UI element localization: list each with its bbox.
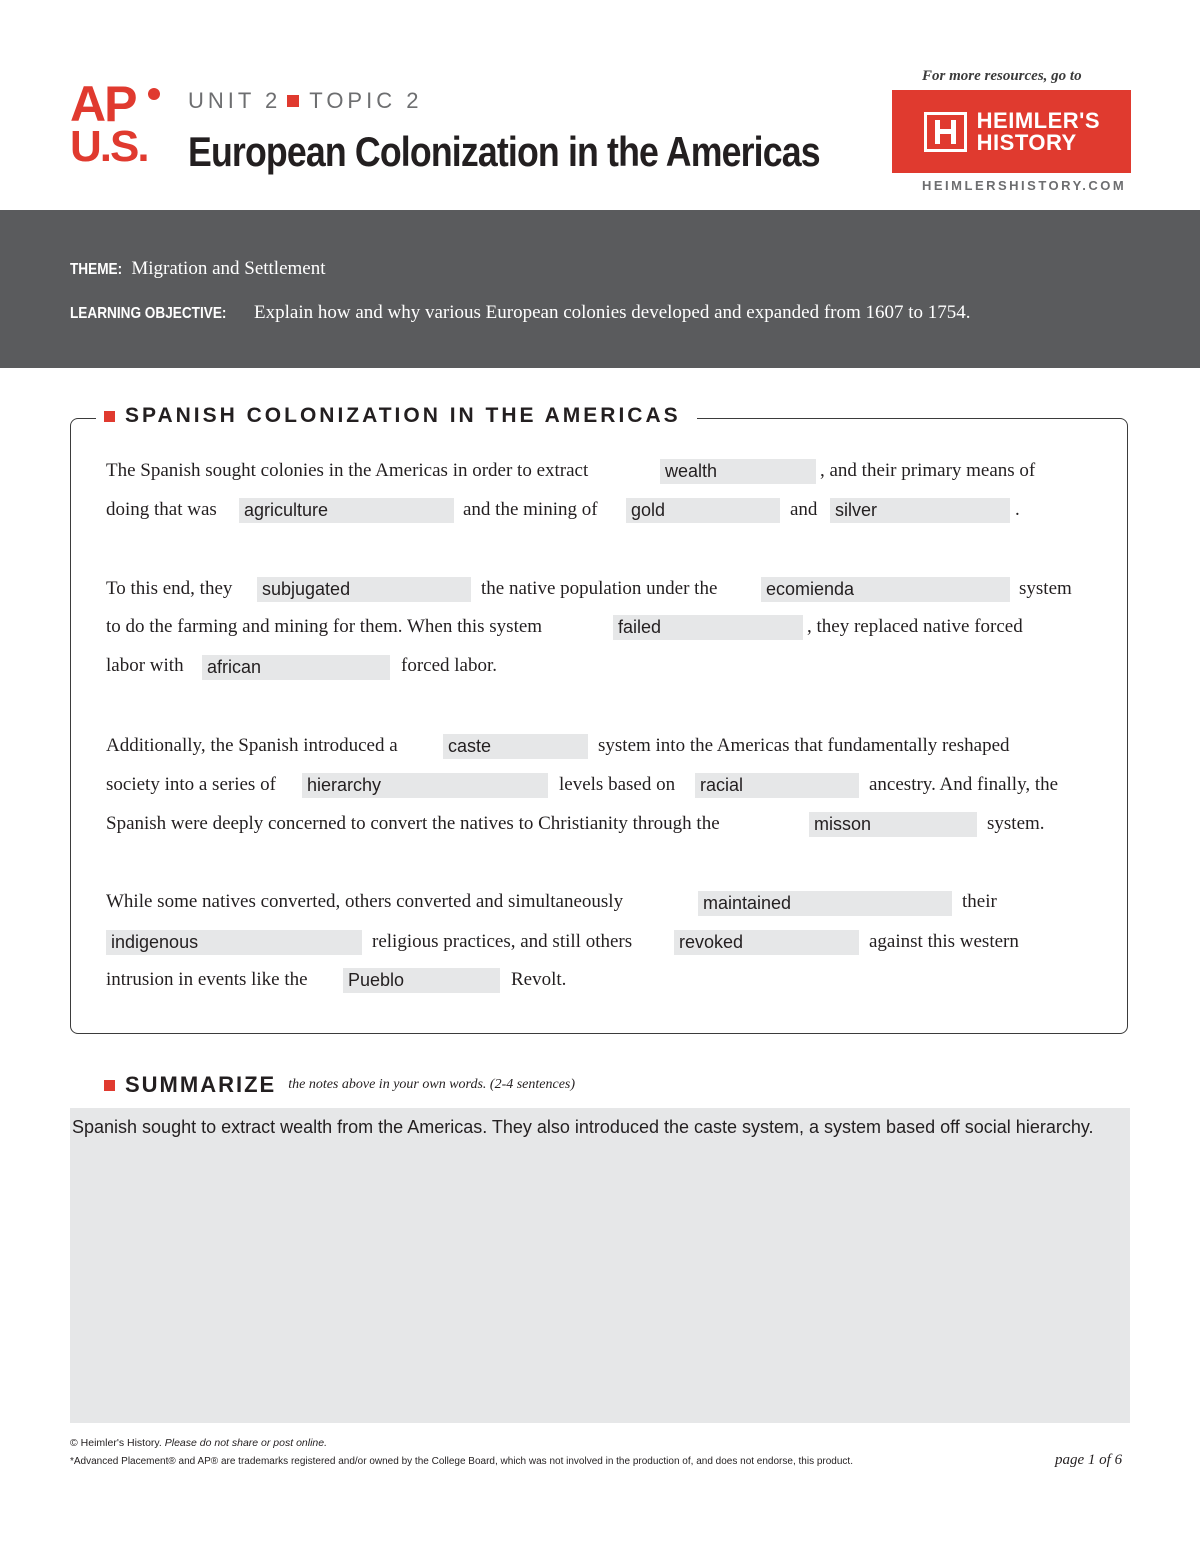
- blank-ecomienda[interactable]: ecomienda: [761, 577, 1010, 602]
- text-line: their: [962, 891, 997, 912]
- text-line: levels based on: [559, 774, 676, 795]
- text-line: to do the farming and mining for them. When this system: [106, 616, 543, 637]
- red-square-icon: [287, 95, 299, 107]
- blank-silver[interactable]: silver: [830, 498, 1010, 523]
- red-square-icon: [104, 1080, 115, 1091]
- logo-us-text: U.S.: [70, 122, 148, 171]
- text-line: system into the Americas that fundamentally reshaped: [598, 735, 1010, 756]
- text-line: doing that was: [106, 499, 217, 520]
- text-line: , they replaced native forced: [807, 616, 1023, 637]
- copyright-text: © Heimler's History.: [70, 1437, 162, 1449]
- ap-us-logo: [70, 76, 170, 182]
- unit-topic-line: [188, 88, 422, 114]
- text-line: , and their primary means of: [820, 460, 1036, 481]
- text-line: forced labor.: [401, 655, 498, 676]
- copyright-note: Please do not share or post online.: [164, 1437, 328, 1449]
- topic-label: TOPIC 2: [309, 88, 423, 113]
- blank-maintained[interactable]: maintained: [698, 891, 952, 916]
- text-line: and the mining of: [463, 499, 598, 520]
- blank-racial[interactable]: racial: [695, 773, 859, 798]
- text-line: Spanish were deeply concerned to convert the natives to Christianity through the: [106, 813, 720, 834]
- theme-label: THEME:: [70, 261, 123, 278]
- theme-value: Migration and Settlement: [131, 258, 326, 279]
- text-line: system.: [987, 813, 1045, 834]
- objective-row: [70, 302, 971, 324]
- blank-subjugated[interactable]: subjugated: [257, 577, 471, 602]
- blank-african[interactable]: african: [202, 655, 390, 680]
- summary-heading: [104, 1072, 575, 1098]
- logo-dot-icon: [148, 88, 160, 100]
- blank-misson[interactable]: misson: [809, 812, 977, 837]
- blank-indigenous[interactable]: indigenous: [106, 930, 362, 955]
- summary-textarea[interactable]: [70, 1108, 1130, 1423]
- text-line: against this western: [869, 931, 1019, 952]
- trademark-line: *Advanced Placement® and AP® are trademarks registered and/or owned by the College Board, which was not involved in the production of, and does not endorse, this product.: [70, 1456, 853, 1467]
- resources-label: For more resources, go to: [922, 68, 1082, 84]
- theme-band: [0, 210, 1200, 368]
- blank-hierarchy[interactable]: hierarchy: [302, 773, 548, 798]
- text-line: religious practices, and still others: [372, 931, 633, 952]
- theme-row: [70, 258, 326, 280]
- brand-line-2: HISTORY: [976, 129, 1077, 155]
- brand-line-1: HEIMLER'S: [976, 107, 1101, 133]
- text-line: labor with: [106, 655, 184, 676]
- summary-subtitle: the notes above in your own words. (2-4 sentences): [288, 1077, 576, 1092]
- logo-ap-text: AP: [70, 76, 136, 132]
- blank-wealth[interactable]: wealth: [660, 459, 816, 484]
- summary-title: SUMMARIZE: [125, 1072, 277, 1097]
- blank-gold[interactable]: gold: [626, 498, 780, 523]
- heimlers-history-logo[interactable]: [892, 90, 1131, 173]
- red-square-icon: [104, 411, 115, 422]
- text-line: intrusion in events like the: [106, 969, 308, 990]
- objective-label: LEARNING OBJECTIVE:: [70, 305, 227, 322]
- text-line: Additionally, the Spanish introduced a: [106, 735, 398, 756]
- section-title: SPANISH COLONIZATION IN THE AMERICAS: [125, 404, 681, 427]
- blank-agriculture[interactable]: agriculture: [239, 498, 454, 523]
- copyright-line: [70, 1437, 327, 1449]
- blank-pueblo[interactable]: Pueblo: [343, 968, 500, 993]
- blank-revoked[interactable]: revoked: [674, 930, 859, 955]
- unit-label: UNIT 2: [188, 88, 282, 113]
- text-line: To this end, they: [106, 578, 233, 599]
- text-line: and: [790, 499, 818, 520]
- brand-name: [976, 107, 1131, 155]
- text-line: Revolt.: [511, 969, 567, 990]
- section-heading: [96, 404, 697, 428]
- text-line: The Spanish sought colonies in the Americas in order to extract: [106, 460, 589, 481]
- page-title: European Colonization in the Americas: [188, 128, 820, 175]
- brand-url-link[interactable]: HEIMLERSHISTORY.COM: [922, 178, 1127, 193]
- text-line: While some natives converted, others converted and simultaneously: [106, 891, 624, 912]
- text-line: .: [1015, 499, 1020, 520]
- page-number: page 1 of 6: [1055, 1452, 1123, 1468]
- objective-value: Explain how and why various European colonies developed and expanded from 1607 to 1754.: [254, 302, 971, 323]
- summary-text[interactable]: Spanish sought to extract wealth from the Americas. They also introduced the caste system, a system based off social hierarchy.: [72, 1117, 1094, 1137]
- blank-caste[interactable]: caste: [443, 734, 588, 759]
- hh-monogram-icon: [924, 112, 967, 152]
- text-line: the native population under the: [481, 578, 718, 599]
- blank-failed[interactable]: failed: [613, 615, 803, 640]
- text-line: ancestry. And finally, the: [869, 774, 1059, 795]
- text-line: system: [1019, 578, 1072, 599]
- text-line: society into a series of: [106, 774, 276, 795]
